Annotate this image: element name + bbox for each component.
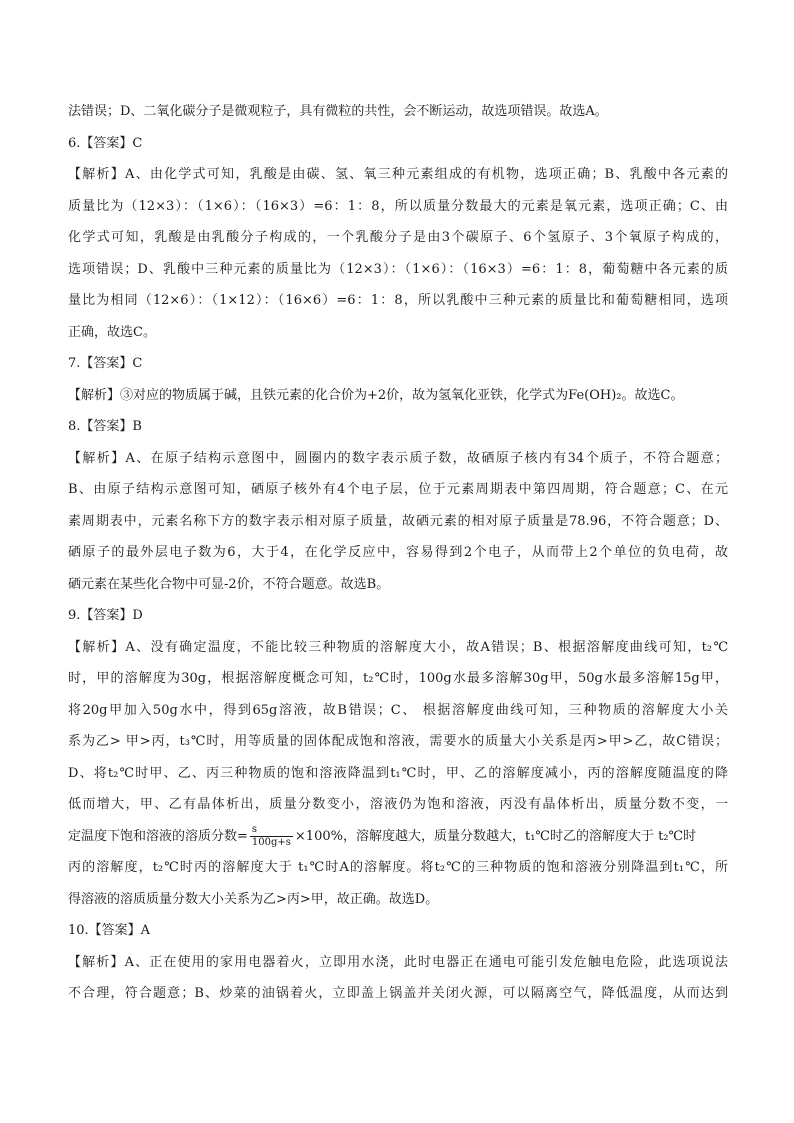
text-line: 量比为相同（12×6）：（1×12）：（16×6）=6：1：8，所以乳酸中三种元素的质量比和葡萄糖相同，选项: [68, 293, 728, 308]
text-line: 得溶液的溶质质量分数大小关系为乙>丙>甲，故正确。故选D。: [68, 891, 439, 907]
text-line: 系为乙> 甲>丙，t₃℃时，用等质量的固体配成饱和溶液，需要水的质量大小关系是丙>甲>乙，故C错误；: [68, 734, 728, 749]
text-line: D、将t₂℃时甲、乙、丙三种物质的饱和溶液降温到t₁℃时，甲、乙的溶解度减小，丙的溶解度随温度的降: [68, 765, 728, 781]
text-line: 【解析】③对应的物质属于碱，且铁元素的化合价为+2价，故为氢氧化亚铁，化学式为Fe(OH)₂。故选C。: [68, 387, 684, 403]
answer-heading-6: 6.【答案】C: [68, 135, 143, 151]
answer-heading-10: 10.【答案】A: [68, 923, 151, 938]
text-line: 【解析】A、正在使用的家用电器着火，立即用水浇，此时电器正在通电可能引发危触电危险，此选项说法: [68, 954, 728, 970]
text-line: 硒元素在某些化合物中可显-2价，不符合题意。故选B。: [68, 576, 390, 592]
mass-fraction-formula: [250, 824, 293, 849]
text-line: 【解析】A、由化学式可知，乳酸是由碳、氢、氧三种元素组成的有机物，选项正确；B、乳酸中各元素的: [68, 167, 728, 182]
text-line: 素周期表中，元素名称下方的数字表示相对原子质量，故硒元素的相对原子质量是78.96，不符合题意；D、: [68, 513, 728, 529]
text-line: 低而增大，甲、乙有晶体析出，质量分数变小，溶液仍为饱和溶液，丙没有晶体析出，质量分数不变，一: [68, 797, 728, 812]
formula-line: [68, 821, 728, 853]
text-line: 时，甲的溶解度为30g，根据溶解度概念可知，t₂℃时，100g水最多溶解30g甲，50g水最多溶解15g甲，: [68, 671, 728, 686]
text-line: 法错误；D、二氧化碳分子是微观粒子，具有微粒的共性，会不断运动，故选项错误。故选A。: [68, 104, 608, 119]
answer-heading-8: 8.【答案】B: [68, 419, 142, 434]
text-line: 正确，故选C。: [68, 324, 156, 340]
text-line: 化学式可知，乳酸是由乳酸分子构成的，一个乳酸分子是由3个碳原子、6个氢原子、3个氧原子构成的，: [68, 230, 728, 245]
text-line: 丙的溶解度，t₂℃时丙的溶解度大于 t₁℃时A的溶解度。将t₂℃的三种物质的饱和溶液分别降温到t₁℃，所: [68, 860, 728, 875]
text-line: 【解析】A、没有确定温度，不能比较三种物质的溶解度大小，故A错误；B、根据溶解度曲线可知，t₂℃: [68, 639, 728, 655]
text-line: 不合理，符合题意；B、炒菜的油锅着火，立即盖上锅盖并关闭火源，可以隔离空气，降低温度，从而达到: [68, 986, 728, 1001]
text-line: 硒原子的最外层电子数为6，大于4，在化学反应中，容易得到2个电子，从而带上2个单位的负电荷，故: [68, 545, 728, 560]
fraction-denominator: 100g+s: [251, 836, 291, 848]
text-line: 质量比为（12×3）：（1×6）：（16×3）=6：1：8，所以质量分数最大的元素是氧元素，选项正确；C、由: [68, 198, 728, 214]
text-line: 【解析】A、在原子结构示意图中，圆圈内的数字表示质子数，故硒原子核内有34个质子，不符合题意；: [68, 450, 728, 466]
text-line: 将20g甲加入50g水中，得到65g溶液，故B错误；C、 根据溶解度曲线可知，三种物质的溶解度大小关: [68, 702, 728, 718]
formula-prefix: 定温度下饱和溶液的溶质分数=: [68, 828, 248, 844]
formula-suffix: ×100%，溶解度越大，质量分数越大，t₁℃时乙的溶解度大于 t₂℃时: [294, 828, 697, 844]
text-line: 选项错误；D、乳酸中三种元素的质量比为（12×3）：（1×6）：（16×3）=6：1：8，葡萄糖中各元素的质: [68, 261, 728, 277]
answer-heading-7: 7.【答案】C: [68, 356, 143, 371]
answer-heading-9: 9.【答案】D: [68, 608, 143, 623]
text-line: B、由原子结构示意图可知，硒原子核外有4个电子层，位于元素周期表中第四周期，符合题意；C、在元: [68, 482, 728, 497]
answer-explanation-text: [68, 96, 728, 1010]
fraction-numerator: s: [250, 824, 293, 837]
